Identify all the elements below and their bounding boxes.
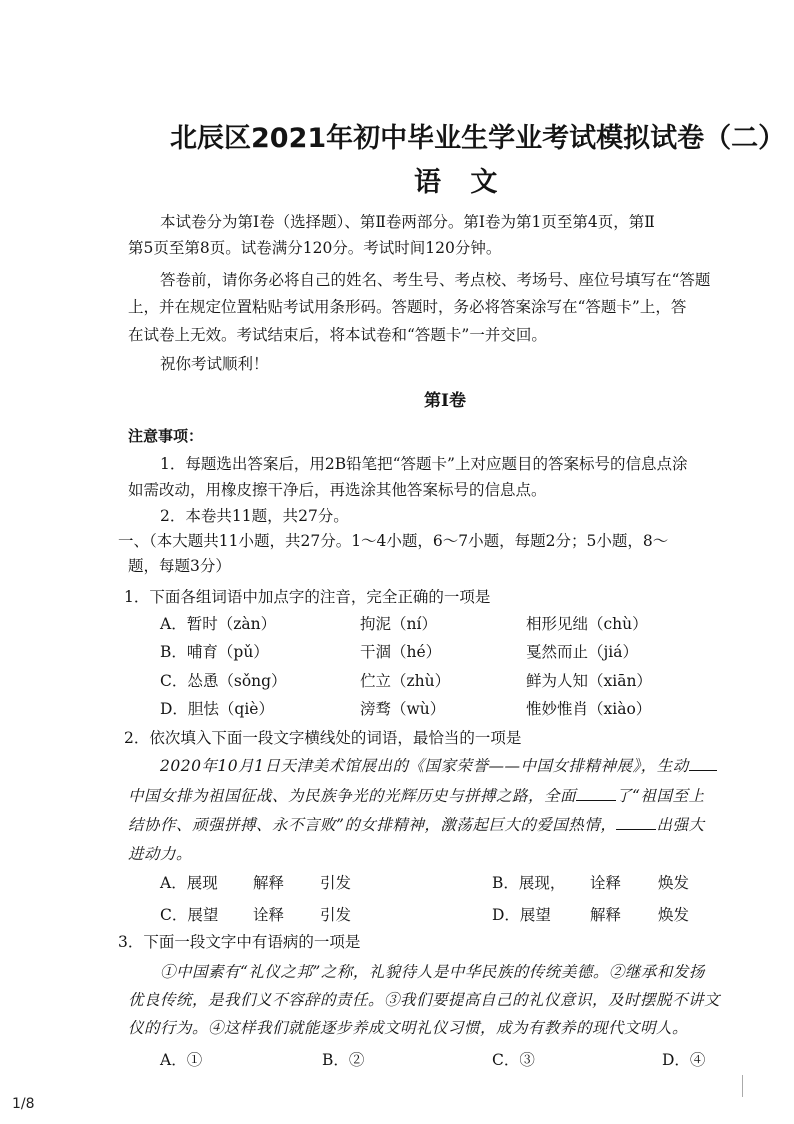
q2-passage-line-4: 进动力。 <box>128 845 193 863</box>
q2-option-c-2: 诠释 <box>253 906 285 924</box>
q3-stem: 3．下面一段文字中有语病的一项是 <box>118 933 361 951</box>
q2-stem: 2．依次填入下面一段文字横线处的词语，最恰当的一项是 <box>124 729 522 747</box>
q3-option-a: A．① <box>160 1051 203 1069</box>
q1-d-col1: D．胆怯（qiè） <box>160 700 274 718</box>
q1-a-col3: 相形见绌（chù） <box>526 615 648 633</box>
q1-d-col3: 惟妙惟肖（xiào） <box>526 700 652 718</box>
q2-option-d-1: D．展望 <box>492 906 551 924</box>
q2-passage-line-2-text-b: 了“祖国至上 <box>616 787 705 805</box>
q1-c-col2: 伫立（zhù） <box>360 672 451 690</box>
q1-a-col1: A．暂时（zàn） <box>160 615 277 633</box>
intro-line-4: 上，并在规定位置粘贴考试用条形码。答题时，务必将答案涂写在“答题卡”上，答 <box>128 298 687 316</box>
q3-line-2: 优良传统，是我们义不容辞的责任。③我们要提高自己的礼仪意识，及时摆脱不讲文 <box>128 991 721 1009</box>
q3-line-1: ①中国素有“礼仪之邦”之称，礼貌待人是中华民族的传统美德。②继承和发扬 <box>160 963 705 981</box>
part1-line-1: 一、（本大题共11小题，共27分。1～4小题，6～7小题，每题2分；5小题，8～ <box>118 532 669 550</box>
q2-option-c-1: C．展望 <box>160 906 219 924</box>
q2-option-a-2: 解释 <box>253 874 285 892</box>
q1-c-col1: C．怂恿（sǒng） <box>160 672 287 690</box>
q3-line-3: 仪的行为。④这样我们就能逐步养成文明礼仪习惯，成为有教养的现代文明人。 <box>128 1019 689 1037</box>
q2-option-b-2: 诠释 <box>590 874 622 892</box>
notes-heading: 注意事项： <box>128 427 204 445</box>
q1-b-col1: B．哺育（pǔ） <box>160 643 269 661</box>
intro-line-3: 答卷前，请你务必将自己的姓名、考生号、考点校、考场号、座位号填写在“答题 <box>160 271 711 289</box>
q2-option-d-2: 解释 <box>590 906 622 924</box>
q2-blank-3 <box>616 815 656 830</box>
section-title: 第Ⅰ卷 <box>424 391 466 411</box>
notes-line-2: 如需改动，用橡皮擦干净后，再选涂其他答案标号的信息点。 <box>128 481 547 499</box>
q2-blank-1 <box>689 756 717 771</box>
q2-option-b-3: 焕发 <box>658 874 690 892</box>
q1-d-col2: 滂骛（wù） <box>360 700 446 718</box>
q2-blank-2 <box>576 786 616 801</box>
q2-option-a-1: A．展现 <box>160 874 218 892</box>
q2-passage-line-3-text-b: 出强大 <box>656 816 705 834</box>
q2-option-a-3: 引发 <box>320 874 352 892</box>
q3-option-d: D．④ <box>662 1051 706 1069</box>
notes-line-1: 1．每题选出答案后，用2B铅笔把“答题卡”上对应题目的答案标号的信息点涂 <box>160 455 688 473</box>
q2-option-d-3: 焕发 <box>658 906 690 924</box>
scan-edge-mark <box>742 1075 743 1097</box>
intro-line-5: 在试卷上无效。考试结束后，将本试卷和“答题卡”一并交回。 <box>128 326 547 344</box>
q1-stem: 1．下面各组词语中加点字的注音，完全正确的一项是 <box>124 588 491 606</box>
part1-line-2: 题，每题3分） <box>128 557 231 575</box>
q3-option-c: C．③ <box>492 1051 535 1069</box>
q2-passage-line-3-text-a: 结协作、顽强拼搏、永不言败”的女排精神，激荡起巨大的爱国热情， <box>128 816 617 834</box>
q2-passage-line-1-text: 2020年10月1日天津美术馆展出的《国家荣誉——中国女排精神展》，生动 <box>160 757 689 775</box>
page-indicator: 1/8 <box>12 1096 35 1112</box>
q1-a-col2: 拘泥（ní） <box>360 615 437 633</box>
intro-line-2: 第5页至第8页。试卷满分120分。考试时间120分钟。 <box>128 239 502 257</box>
q1-b-col3: 戛然而止（jiá） <box>526 643 639 661</box>
intro-line-1: 本试卷分为第Ⅰ卷（选择题）、第Ⅱ卷两部分。第Ⅰ卷为第1页至第4页，第Ⅱ <box>160 213 655 231</box>
notes-line-3: 2．本卷共11题，共27分。 <box>160 507 349 525</box>
q2-option-c-3: 引发 <box>320 906 352 924</box>
subject-title: 语 文 <box>414 167 508 198</box>
q2-passage-line-2-text-a: 中国女排为祖国征战、为民族争光的光辉历史与拼搏之路，全面 <box>128 787 577 805</box>
q2-passage-line-1 <box>160 756 717 776</box>
intro-line-6: 祝你考试顺利！ <box>160 355 269 373</box>
q2-option-b-1: B．展现， <box>492 874 566 892</box>
q1-c-col3: 鲜为人知（xiān） <box>526 672 652 690</box>
q1-b-col2: 干涸（hé） <box>360 643 442 661</box>
q3-option-b: B．② <box>322 1051 365 1069</box>
exam-title: 北辰区2021年初中毕业生学业考试模拟试卷（二） <box>170 123 786 154</box>
q2-passage-line-3 <box>128 815 704 835</box>
q2-passage-line-2 <box>128 786 704 806</box>
